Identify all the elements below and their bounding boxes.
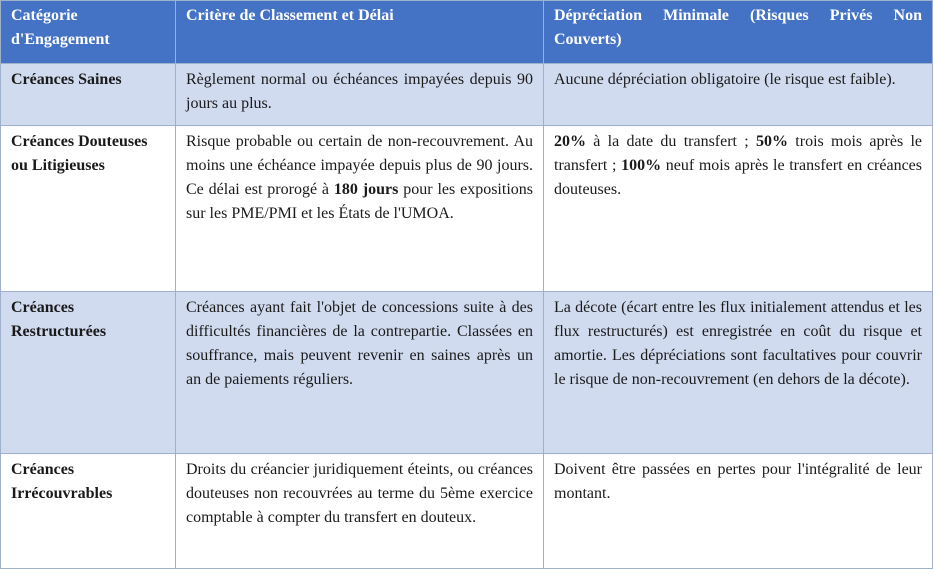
- impairment-rate: 100%: [621, 157, 662, 174]
- row-criteria: Droits du créancier juridiquement éteints, ou créances douteuses non recouvrées au terme du 5ème exercice comptable à compter du transfert en douteux.: [176, 454, 544, 569]
- row-impairment: Doivent être passées en pertes pour l'intégralité de leur montant.: [544, 454, 933, 569]
- impairment-text: à la date du transfert ;: [586, 133, 757, 150]
- impairment-rate: 20%: [554, 133, 586, 150]
- impairment-text: trois mois après le transfert ;: [554, 133, 923, 174]
- header-category: Catégorie d'Engagement: [1, 1, 176, 64]
- row-category: Créances Restructurées: [1, 292, 176, 454]
- table-header-row: [1, 1, 933, 64]
- row-impairment: La décote (écart entre les flux initialement attendus et les flux restructurés) est enregistrée en coût du risque et amortie. Les dépréciations sont facultatives pour couvrir le risque de non-recouvrement (en dehors de la décote).: [544, 292, 933, 454]
- row-criteria: [176, 126, 544, 292]
- table-row: [1, 64, 933, 126]
- row-impairment: [544, 126, 933, 292]
- criteria-text: Risque probable ou certain de non-recouvrement. Au moins une échéance impayée depuis plus de 90 jours. Ce délai est prorogé à: [186, 133, 533, 198]
- header-impairment: Dépréciation Minimale (Risques Privés Non Couverts): [544, 1, 933, 64]
- row-category: Créances Irrécouvrables: [1, 454, 176, 569]
- row-criteria: Règlement normal ou échéances impayées depuis 90 jours au plus.: [176, 64, 544, 126]
- impairment-rate: 50%: [756, 133, 789, 150]
- row-criteria: Créances ayant fait l'objet de concessions suite à des difficultés financières de la contrepartie. Classées en souffrance, mais peuvent revenir en saines après un an de paiements réguliers.: [176, 292, 544, 454]
- row-category: Créances Douteuses ou Litigieuses: [1, 126, 176, 292]
- criteria-text: pour les expositions sur les PME/PMI et les États de l'UMOA.: [186, 181, 533, 222]
- table-row: [1, 126, 933, 292]
- table-row: [1, 454, 933, 569]
- criteria-emphasis: 180 jours: [333, 181, 399, 198]
- row-category: Créances Saines: [1, 64, 176, 126]
- row-impairment: Aucune dépréciation obligatoire (le risque est faible).: [544, 64, 933, 126]
- table-row: [1, 292, 933, 454]
- impairment-text: neuf mois après le transfert en créances douteuses.: [554, 157, 923, 198]
- header-criteria: Critère de Classement et Délai: [176, 1, 544, 64]
